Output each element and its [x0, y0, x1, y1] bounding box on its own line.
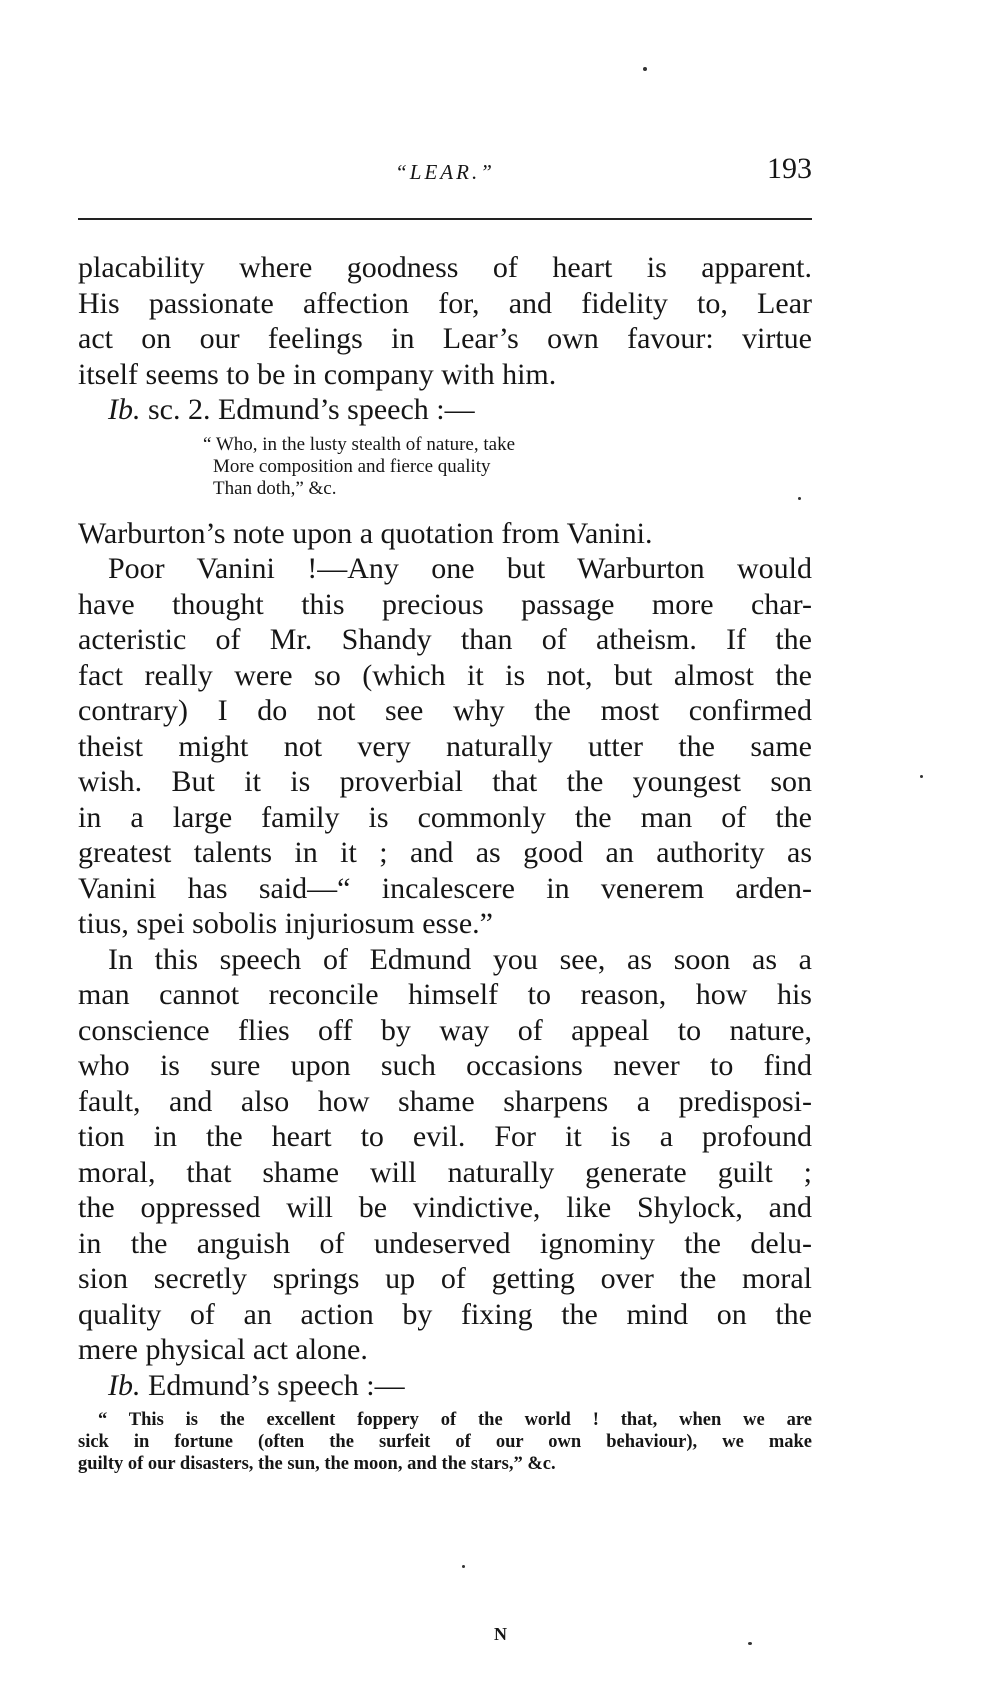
text-line: moral, that shame will naturally generate guilt ;: [78, 1155, 812, 1189]
text-line: quality of an action by fixing the mind on the: [78, 1297, 812, 1331]
text-line: fact really were so (which it is not, but almost the: [78, 658, 812, 692]
quote-line: “ Who, in the lusty stealth of nature, take: [203, 433, 516, 455]
text-line: have thought this precious passage more char-: [78, 587, 812, 621]
header-rule: [78, 218, 812, 220]
text-line: acteristic of Mr. Shandy than of atheism. If the: [78, 623, 812, 656]
scan-speck: [748, 1642, 752, 1645]
block-quote: [78, 434, 812, 500]
reference-text: sc. 2. Edmund’s speech :—: [148, 393, 475, 426]
text-line: itself seems to be in company with him.: [78, 357, 557, 391]
text-line: man cannot reconcile himself to reason, how his: [78, 978, 812, 1011]
ibid-abbreviation: Ib.: [108, 1368, 141, 1402]
text-line: who is sure upon such occasions never to find: [78, 1049, 812, 1082]
scan-speck: [920, 775, 923, 778]
text-line: contrary) I do not see why the most confirmed: [78, 694, 812, 727]
quote-line: More composition and fierce quality: [213, 455, 491, 477]
quote-line: Than doth,” &c.: [213, 477, 337, 499]
text-line: act on our feelings in Lear’s own favour: virtue: [78, 322, 812, 355]
reference-line: [78, 1368, 812, 1404]
text-line: Poor Vanini !—Any one but Warburton would: [108, 552, 812, 585]
ibid-abbreviation: Ib.: [108, 393, 141, 426]
quote-line: sick in fortune (often the surfeit of our own behaviour), we make: [78, 1432, 812, 1452]
text-line: sion secretly springs up of getting over the moral: [78, 1262, 812, 1295]
body-text: [78, 250, 812, 1475]
quoted-passage: [78, 1409, 812, 1475]
text-line: mere physical act alone.: [78, 1333, 368, 1366]
paragraph: [78, 551, 812, 942]
signature-mark: N: [494, 1624, 507, 1644]
reference-text: Edmund’s speech :—: [148, 1368, 405, 1402]
running-head: “LEAR.”: [395, 160, 495, 184]
text-line: tion in the heart to evil. For it is a profound: [78, 1120, 812, 1153]
text-line: fault, and also how shame sharpens a predisposi-: [78, 1084, 812, 1118]
quote-line: guilty of our disasters, the sun, the moon, and the stars,” &c.: [78, 1454, 556, 1474]
reference-line: [78, 392, 812, 428]
quote-line: “ This is the excellent foppery of the world ! that, when we are: [98, 1410, 812, 1430]
text-line: conscience flies off by way of appeal to nature,: [78, 1013, 812, 1047]
page-header: [78, 152, 812, 196]
text-line: tius, spei sobolis injuriosum esse.”: [78, 907, 493, 940]
text-line: greatest talents in it ; and as good an authority as: [78, 836, 812, 869]
text-line: placability where goodness of heart is apparent.: [78, 251, 812, 284]
text-line: the oppressed will be vindictive, like Shylock, and: [78, 1191, 812, 1224]
page-number: 193: [767, 152, 812, 185]
text-line: theist might not very naturally utter the same: [78, 729, 812, 763]
text-line: in the anguish of undeserved ignominy the delu-: [78, 1226, 812, 1260]
text-line: Vanini has said—“ incalescere in venerem arden-: [78, 871, 812, 905]
text-line: in a large family is commonly the man of the: [78, 800, 812, 834]
paragraph: [78, 516, 812, 552]
scan-speck: [643, 67, 647, 71]
scan-speck: [462, 1565, 465, 1568]
paragraph: [78, 250, 812, 392]
text-line: In this speech of Edmund you see, as soon as a: [108, 942, 812, 976]
scan-speck: [798, 497, 801, 500]
paragraph: [78, 942, 812, 1368]
text-line: wish. But it is proverbial that the youngest son: [78, 765, 812, 798]
text-line: His passionate affection for, and fidelity to, Lear: [78, 286, 812, 320]
text-line: Warburton’s note upon a quotation from Vanini.: [78, 516, 653, 550]
